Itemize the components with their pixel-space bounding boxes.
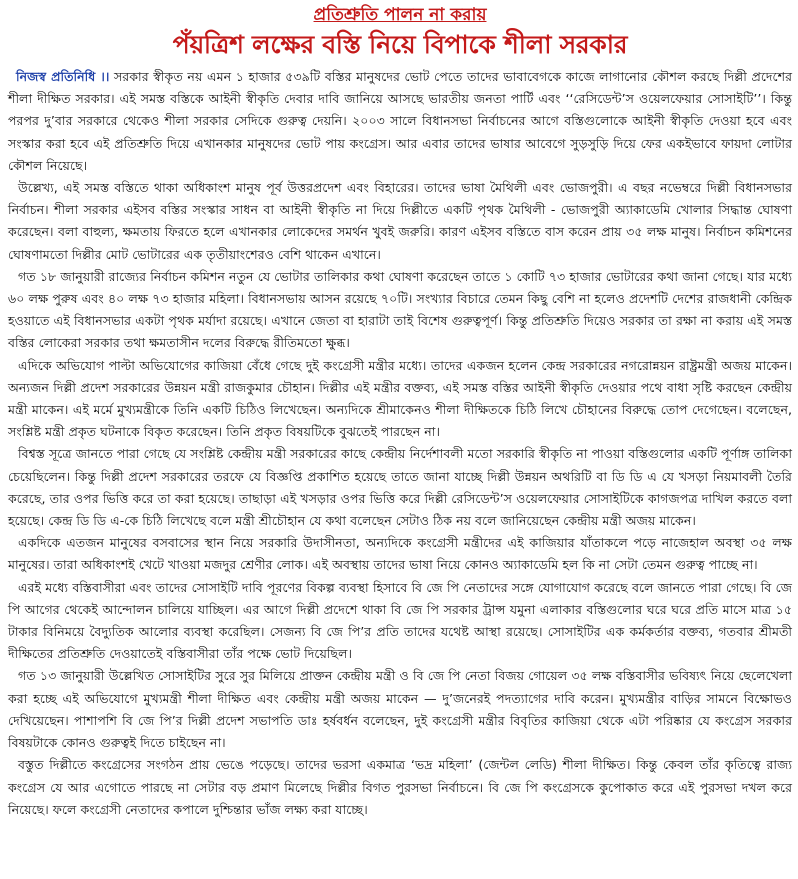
article-kicker: প্রতিশ্রুতি পালন না করায়: [313, 5, 487, 25]
byline: নিজস্ব প্রতিনিধি ।।: [16, 69, 110, 84]
article-paragraph: বস্তুত দিল্লীতে কংগ্রেসের সংগঠন প্রায় ভেঙে পড়েছে। তাদের ভরসা একমাত্র ‘ভদ্র মহিলা’ (জেন্টল লেডি) শীলা দীক্ষিত। কিন্তু কেবল তাঁর কৃতিত্বে রাজ্য কংগ্রেস যে আর এগোতে পারছে না সেটার বড় প্রমাণ মিলেছে দিল্লীর বিগত পুরসভা নির্বাচনে। বি জে পি কংগ্রেসকে কুপোকাত করে এই পুরসভা দখল করে নিয়েছে। ফলে কংগ্রেসী নেতাদের কপালে দুশ্চিন্তার ভাঁজ লক্ষ্য করা যাচ্ছে।: [8, 757, 792, 817]
article-paragraph: এদিকে অভিযোগ পাল্টা অভিযোগের কাজিয়া বেঁধে গেছে দুই কংগ্রেসী মন্ত্রীর মধ্যে। তাদের একজন হলেন কেন্দ্র সরকারের নগরোন্নয়ন রাষ্ট্রমন্ত্রী অজয় মাকেন। অন্যজন দিল্লী প্রদেশ সরকারের উন্নয়ন মন্ত্রী রাজকুমার চৌহান। দিল্লীর এই মন্ত্রীর বক্তব্য, এই সমস্ত বস্তির আইনী স্বীকৃতি দেওয়ার পথে বাধা সৃষ্টি করছেন কেন্দ্রীয় মন্ত্রী মাকেন। এই মর্মে মুখ্যমন্ত্রীকে তিনি একটি চিঠিও লিখেছেন। অন্যদিকে শ্রীমাকেনও শীলা দীক্ষিতকে চিঠি লিখে চৌহানের বিরুদ্ধে তোপ দেগেছেন। বলেছেন, সংশ্লিষ্ট মন্ত্রী প্রকৃত ঘটনাকে বিকৃত করেছেন। তিনি প্রকৃত বিষয়টিকে বুঝতেই পারছেন না।: [8, 357, 792, 440]
article-paragraph: একদিকে এতজন মানুষের বসবাসের স্থান নিয়ে সরকারি উদাসীনতা, অন্যদিকে কংগ্রেসী মন্ত্রীদের এই কাজিয়ার যাঁতাকলে পড়ে নাজেহাল অবস্থা ৩৫ লক্ষ মানুষের। তারা অধিকাংশই খেটে খাওয়া মজদুর শ্রেণীর লোক। এই অবস্থায় তাদের ভাষা নিয়ে কোনও অ্যাকাডেমি হল কি না সেটা তেমন গুরুত্ব পাচ্ছে না।: [8, 535, 792, 573]
article-body: [8, 66, 792, 821]
article-paragraph: এরই মধ্যে বস্তিবাসীরা এবং তাদের সোসাইটি দাবি পূরণের বিকল্প ব্যবস্থা হিসাবে বি জে পি নেতাদের সঙ্গে যোগাযোগ করেছে বলে জানতে পারা গেছে। বি জে পি আগের থেকেই আন্দোলন চালিয়ে যাচ্ছিল। এর আগে দিল্লী প্রদেশে থাকা বি জে পি সরকার ট্রান্স যমুনা এলাকার বস্তিগুলোর ঘরে ঘরে প্রতি মাসে মাত্র ১৫ টাকার বিনিময়ে বৈদ্যুতিক আলোর ব্যবস্থা করেছিল। সেজন্য বি জে পি’র প্রতি তাদের যথেষ্ট আস্থা রয়েছে। সোসাইটির এক কর্মকর্তার বক্তব্য, গতবার শ্রীমতী দীক্ষিতের প্রতিশ্রুতি দেওয়াতেই বস্তিবাসীরা তাঁর পক্ষে ভোট দিয়েছিল।: [8, 579, 792, 662]
article-headline: পঁয়ত্রিশ লক্ষের বস্তি নিয়ে বিপাকে শীলা সরকার: [172, 30, 628, 59]
article-paragraph: গত ১৮ জানুয়ারী রাজ্যের নির্বাচন কমিশন নতুন যে ভোটার তালিকার কথা ঘোষণা করেছেন তাতে ১ কোটি ৭৩ হাজার ভোটারের কথা জানা গেছে। যার মধ্যে ৬০ লক্ষ পুরুষ এবং ৪০ লক্ষ ৭৩ হাজার মহিলা। বিধানসভায় আসন রয়েছে ৭০টি। সংখ্যার বিচারে তেমন কিছু বেশি না হলেও প্রদেশটি দেশের রাজধানী কেন্দ্রিক হওয়াতে এই বিধানসভার একটা পৃথক মর্যাদা রয়েছে। এখানে জেতা বা হারাটা তাই বিশেষ গুরুত্বপূর্ণ। কিন্তু প্রতিশ্রুতি দিয়েও সরকার তা রক্ষা না করায় এই সমস্ত বস্তির লোকেরা সরকার তথা ক্ষমতাসীন দলের বিরুদ্ধে রীতিমতো ক্ষুব্ধ।: [8, 268, 792, 351]
paragraph-text: সরকার স্বীকৃত নয় এমন ১ হাজার ৫৩৯টি বস্তির মানুষদের ভোট পেতে তাদের ভাবাবেগকে কাজে লাগানোর কৌশল করছে দিল্লী প্রদেশের শীলা দীক্ষিত সরকার। এই সমস্ত বস্তিকে আইনী স্বীকৃতি দেবার দাবি জানিয়ে আসছে ভারতীয় জনতা পার্টি এবং ‘‘রেসিডেন্ট’স ওয়েলফেয়ার সোসাইটি’’। কিন্তু পরপর দু’বার সরকারে থেকেও শীলা সরকার সেদিকে গুরুত্ব দেয়নি। ২০০৩ সালে বিধানসভা নির্বাচনের আগে বস্তিগুলোকে আইনী স্বীকৃতি দেওয়া হবে এবং সংস্কার করা হবে এই প্রতিশ্রুতি দিয়ে এখানকার মানুষদের ভোট পায় কংগ্রেস। আর এবার তাদের ভাষার আবেগে সুড়সুড়ি দিয়ে ফের একইভাবে ফায়দা লোটার কৌশল নিয়েছে।: [8, 69, 792, 173]
article-paragraph: বিশ্বস্ত সূত্রে জানতে পারা গেছে যে সংশ্লিষ্ট কেন্দ্রীয় মন্ত্রী সরকারের কাছে কেন্দ্রীয় নির্দেশাবলী মতো সরকারি স্বীকৃতি না পাওয়া বস্তিগুলোর একটি পূর্ণাঙ্গ তালিকা চেয়েছিলেন। কিন্তু দিল্লী প্রদেশ সরকারের তরফে যে বিজ্ঞপ্তি প্রকাশিত হয়েছে তাতে জানা যাচ্ছে দিল্লী উন্নয়ন অথরিটি বা ডি ডি এ যে খসড়া নিয়মাবলী তৈরি করেছে, তার ওপর ভিত্তি করে তা করা হয়েছে। তাছাড়া এই খসড়ার ওপর ভিত্তি করে দিল্লী রেসিডেন্ট’স ওয়েলফেয়ার সোসাইটিকে কাগজপত্র দাখিল করতে বলা হয়েছে। কেন্দ্র ডি ডি এ-কে চিঠি লিখেছে বলে মন্ত্রী শ্রীচৌহান যে কথা বলেছেন সেটাও ঠিক নয় বলে জানিয়েছেন কেন্দ্রীয় মন্ত্রী অজয় মাকেন।: [8, 446, 792, 529]
article-paragraph: গত ১৩ জানুয়ারী উল্লেখিত সোসাইটির সুরে সুর মিলিয়ে প্রাক্তন কেন্দ্রীয় মন্ত্রী ও বি জে পি নেতা বিজয় গোয়েল ৩৫ লক্ষ বস্তিবাসীর ভবিষ্যৎ নিয়ে ছেলেখেলা করা হচ্ছে এই অভিযোগে মুখ্যমন্ত্রী শীলা দীক্ষিত এবং কেন্দ্রীয় মন্ত্রী অজয় মাকেন — দু’জনেরই পদত্যাগের দাবি করেন। মুখ্যমন্ত্রীর বাড়ির সামনে বিক্ষোভও দেখিয়েছেন। পাশাপশি বি জে পি’র দিল্লী প্রদেশ সভাপতি ডাঃ হর্ষবর্ধন বলেছেন, দুই কংগ্রেসী মন্ত্রীর বিবৃতির কাজিয়া থেকে এটা পরিষ্কার যে কংগ্রেস সরকার বিষয়টাকে কোনও গুরুত্বই দিতে চাইছেন না।: [8, 668, 792, 751]
article-paragraph: উল্লেখ্য, এই সমস্ত বস্তিতে থাকা অধিকাংশ মানুষ পূর্ব উত্তরপ্রদেশ এবং বিহারের। তাদের ভাষা মৈথিলী এবং ভোজপুরী। এ বছর নভেম্বরে দিল্লী বিধানসভার নির্বাচন। শীলা সরকার এইসব বস্তির সংস্কার সাধন বা আইনী স্বীকৃতি না দিয়ে দিল্লীতে একটি পৃথক মৈথিলী - ভোজপুরী অ্যাকাডেমি খোলার সিদ্ধান্ত ঘোষণা করেছেন। বলা বাহুল্য, ক্ষমতায় ফিরতে হলে এখানকার লোকেদের সমর্থন খুবই জরুরি। কারণ এইসব বস্তিতে বাস করেন প্রায় ৩৫ লক্ষ মানুষ। নির্বাচন কমিশনের ঘোষণামতো দিল্লীর মোট ভোটারের এক তৃতীয়াংশেরও বেশি থাকেন এখানে।: [8, 180, 792, 262]
article-paragraph: [8, 66, 792, 177]
